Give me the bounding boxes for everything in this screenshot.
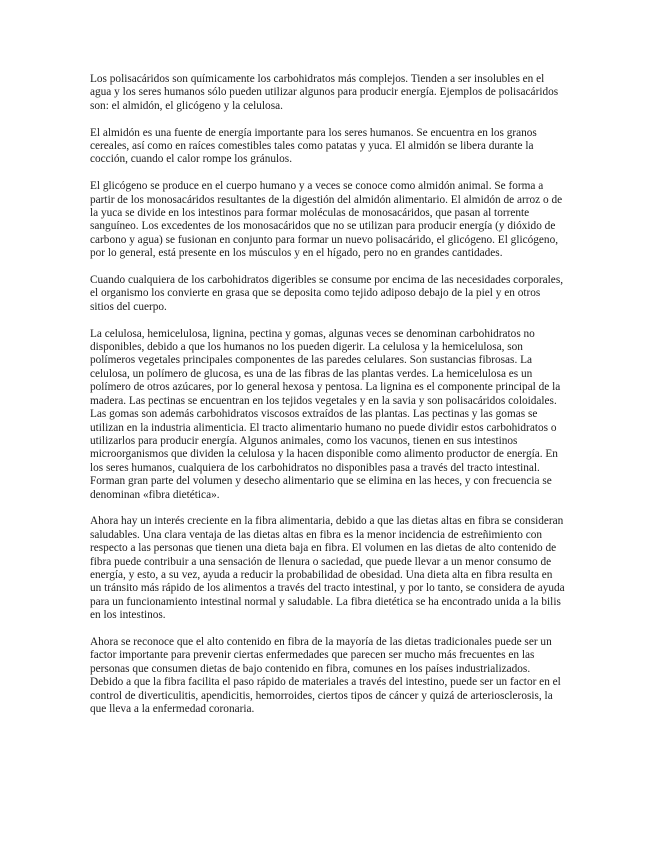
- paragraph-polisacaridos: Los polisacáridos son químicamente los carbohidratos más complejos. Tienden a ser insolubles en el agua y los seres humanos sólo pueden utilizar algunos para producir energía. Ejemplos de polisacáridos son: el almidón, el glicógeno y la celulosa.: [90, 73, 559, 112]
- paragraph-fibra-alimentaria: Ahora hay un interés creciente en la fibra alimentaria, debido a que las dietas altas en fibra se consideran saludables. Una clara ventaja de las dietas altas en fibra es la menor incidencia de estreñimiento con respecto a las personas que tienen una dieta baja en fibra. El volumen en las dietas de alto contenido de fibra puede contribuir a una sensación de llenura o saciedad, que puede llevar a un menor consumo de energía, y esto, a su vez, ayuda a reducir la probabilidad de obesidad. Una dieta alta en fibra resulta en un tránsito más rápido de los alimentos a través del tracto intestinal, y por lo tanto, se considera de ayuda para un funcionamiento intestinal normal y saludable. La fibra dietética se ha encontrado unida a la bilis en los intestinos.: [90, 515, 565, 622]
- paragraph-grasa: Cuando cualquiera de los carbohidratos digeribles se consume por encima de las necesidades corporales, el organismo los convierte en grasa que se deposita como tejido adiposo debajo de la piel y en otros sitios del cuerpo.: [90, 274, 564, 313]
- paragraph-almidon: El almidón es una fuente de energía importante para los seres humanos. Se encuentra en los granos cereales, así como en raíces comestibles tales como patatas y yuca. El almidón se libera durante la cocción, cuando el calor rompe los gránulos.: [90, 126, 537, 166]
- document-page: [90, 73, 566, 730]
- paragraph-celulosa: La celulosa, hemicelulosa, lignina, pectina y gomas, algunas veces se denominan carbohidratos no disponibles, debido a que los humanos no los pueden digerir. La celulosa y la hemicelulosa, son polímeros vegetales principales componentes de las paredes celulares. Son sustancias fibrosas. La celulosa, un polímero de glucosa, es una de las fibras de las plantas verdes. La hemicelulosa es un polímero de otros azúcares, por lo general hexosa y pentosa. La lignina es el componente principal de la madera. Las pectinas se encuentran en los tejidos vegetales y en la savia y son polisacáridos coloidales. Las gomas son además carbohidratos viscosos extraídos de las plantas. Las pectinas y las gomas se utilizan en la industria alimenticia. El tracto alimentario humano no puede dividir estos carbohidratos o utilizarlos para producir energía. Algunos animales, como los vacunos, tienen en sus intestinos microorganismos que dividen la celulosa y la hacen disponible como alimento productor de energía. En los seres humanos, cualquiera de los carbohidratos no disponibles pasa a través del tracto intestinal. Forman gran parte del volumen y desecho alimentario que se elimina en las heces, y con frecuencia se denominan «fibra dietética».: [90, 327, 561, 501]
- paragraph-dietas-tradicionales: Ahora se reconoce que el alto contenido en fibra de la mayoría de las dietas tradicionales puede ser un factor importante para prevenir ciertas enfermedades que parecen ser mucho más frecuentes en las personas que consumen dietas de bajo contenido en fibra, comunes en los países industrializados. Debido a que la fibra facilita el paso rápido de materiales a través del intestino, puede ser un factor en el control de diverticulitis, apendicitis, hemorroides, ciertos tipos de cáncer y quizá de arteriosclerosis, la que lleva a la enfermedad coronaria.: [90, 635, 561, 715]
- paragraph-glicogeno: El glicógeno se produce en el cuerpo humano y a veces se conoce como almidón animal. Se forma a partir de los monosacáridos resultantes de la digestión del almidón alimentario. El almidón de arroz o de la yuca se divide en los intestinos para formar moléculas de monosacáridos, que pasan al torrente sanguíneo. Los excedentes de los monosacáridos que no se utilizan para producir energía (y dióxido de carbono y agua) se fusionan en conjunto para formar un nuevo polisacárido, el glicógeno. El glicógeno, por lo general, está presente en los músculos y en el hígado, pero no en grandes cantidades.: [90, 180, 563, 260]
